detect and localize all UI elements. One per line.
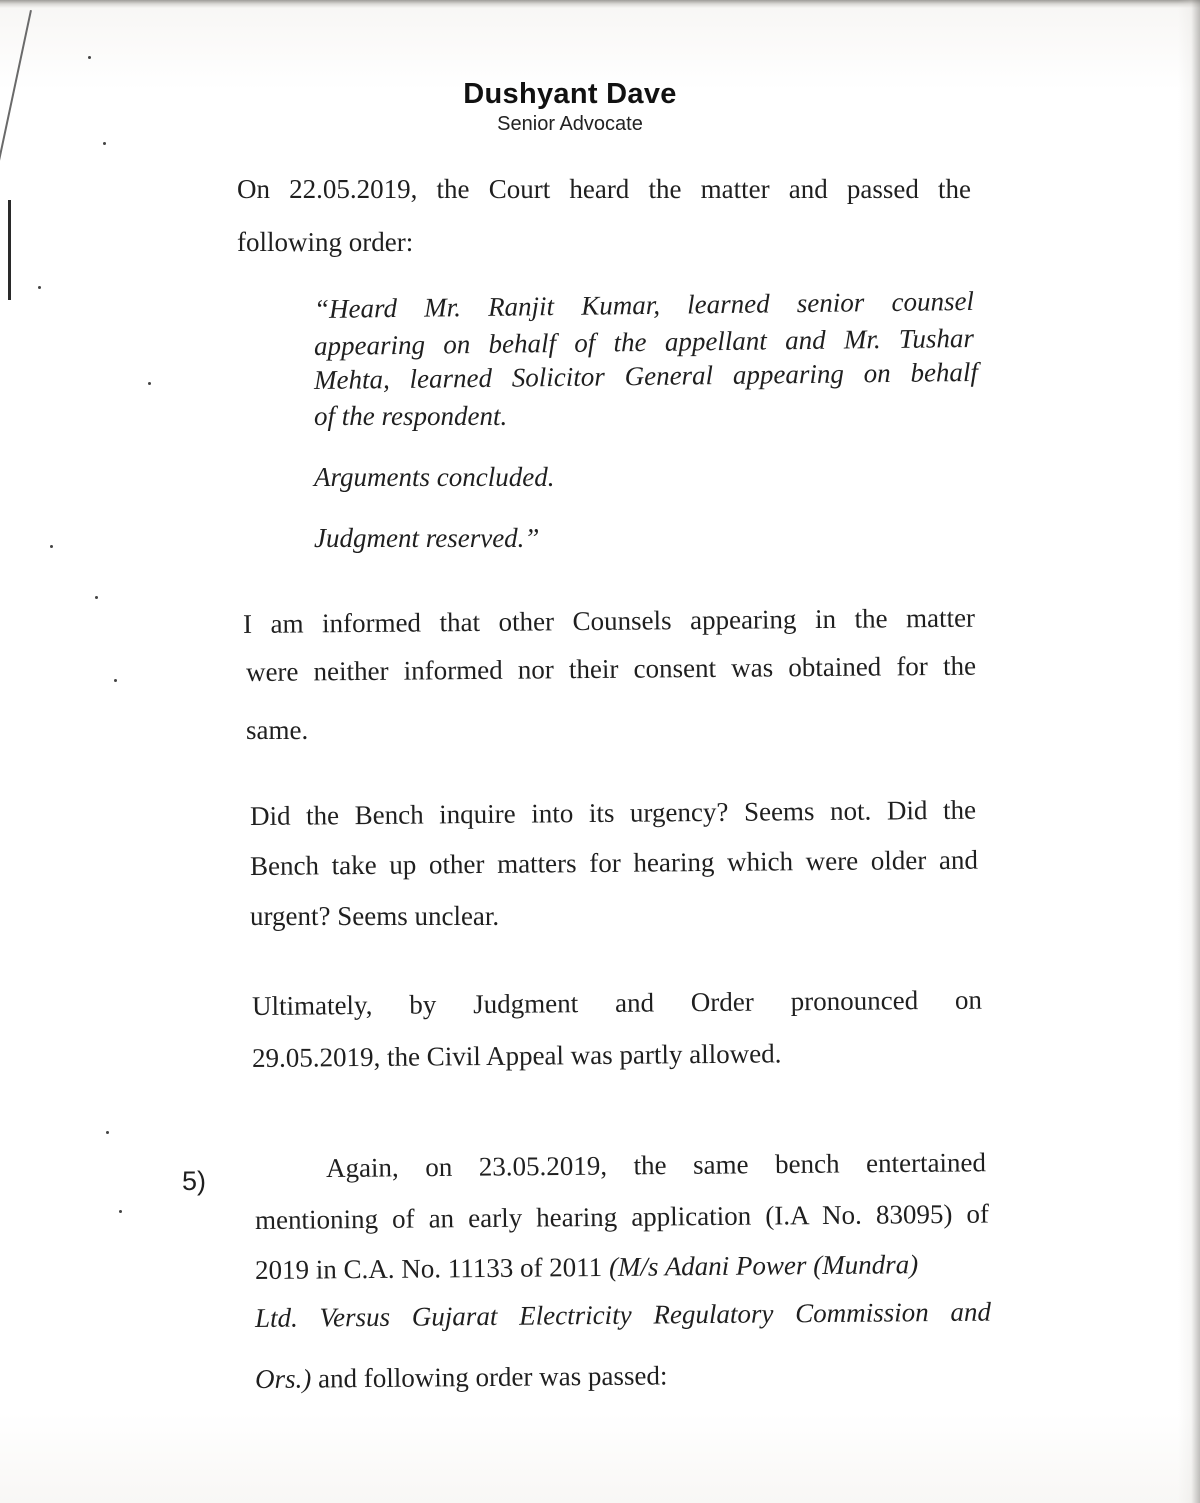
para2-line2: were neither informed nor their consent was obtained for the xyxy=(245,650,977,687)
item-number: 5) xyxy=(182,1166,207,1196)
scan-speck xyxy=(50,545,53,548)
item5-line4: Ltd. Versus Gujarat Electricity Regulatory Commission and xyxy=(254,1296,992,1333)
para3-line3: urgent? Seems unclear. xyxy=(250,901,500,931)
item5-line3-italic: (M/s Adani Power (Mundra) xyxy=(608,1249,919,1282)
item5-line3-plain: 2019 in C.A. No. 11133 of 2011 xyxy=(254,1251,610,1285)
para1-line2: following order: xyxy=(237,227,414,257)
quote-line3: Mehta, learned Solicitor General appearing on behalf xyxy=(313,356,979,395)
scan-edge-top xyxy=(0,0,1200,8)
scan-speck xyxy=(106,1131,109,1134)
para3-line2: Bench take up other matters for hearing which were older and xyxy=(249,844,979,881)
item5-line5-plain: and following order was passed: xyxy=(311,1360,668,1394)
scan-speck xyxy=(103,142,106,145)
scan-speck xyxy=(38,286,41,289)
letterhead-title: Senior Advocate xyxy=(497,113,643,135)
scan-speck xyxy=(95,596,98,599)
scan-speck xyxy=(114,679,117,682)
scan-speck xyxy=(88,56,91,59)
para1-line1: On 22.05.2019, the Court heard the matter and passed the xyxy=(237,174,971,204)
letterhead-name: Dushyant Dave xyxy=(463,78,677,110)
para3-line1: Did the Bench inquire into its urgency? Seems not. Did the xyxy=(249,794,977,831)
letterhead xyxy=(0,78,1140,136)
para2-line3: same. xyxy=(246,715,309,745)
quote-line2: appearing on behalf of the appellant and Mr. Tushar xyxy=(313,322,975,361)
para4-line1: Ultimately, by Judgment and Order pronounced on xyxy=(251,984,983,1021)
item5-line1: Again, on 23.05.2019, the same bench entertained xyxy=(325,1147,987,1183)
scan-speck xyxy=(148,382,151,385)
quote-line1: “Heard Mr. Ranjit Kumar, learned senior counsel xyxy=(313,285,975,324)
scan-edge-right xyxy=(1178,0,1200,1503)
para4-line2: 29.05.2019, the Civil Appeal was partly allowed. xyxy=(251,1038,782,1073)
item5-line2: mentioning of an early hearing application (I.A No. 83095) of xyxy=(254,1198,990,1235)
quote-line5: Arguments concluded. xyxy=(314,462,555,492)
item5-line5 xyxy=(255,1359,668,1395)
scan-edge-left-mark xyxy=(8,200,11,300)
item5-line3 xyxy=(255,1248,918,1286)
scan-speck xyxy=(119,1210,122,1213)
item5-line5-italic: Ors.) xyxy=(254,1363,312,1394)
quote-line6: Judgment reserved.” xyxy=(314,523,540,553)
quote-line4: of the respondent. xyxy=(314,401,508,431)
para2-line1: I am informed that other Counsels appearing in the matter xyxy=(242,602,976,639)
